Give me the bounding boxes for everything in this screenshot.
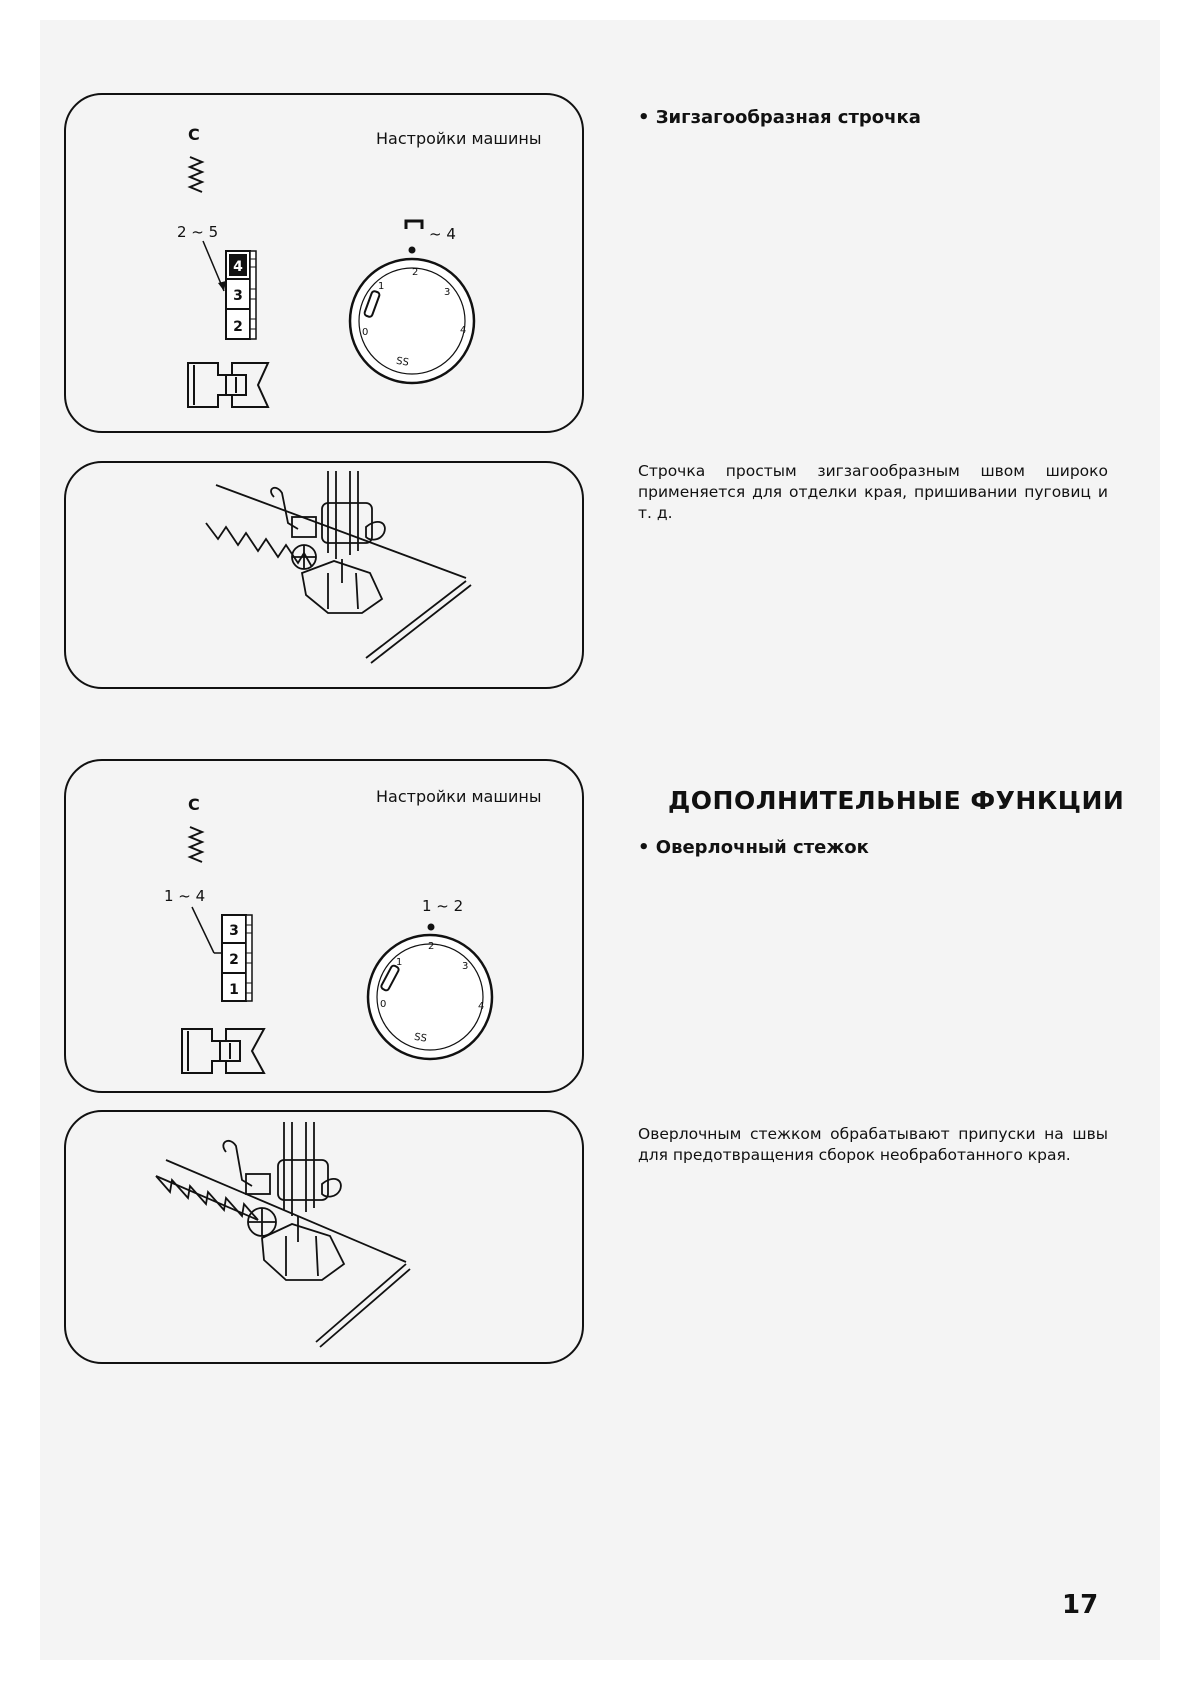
dial-number: SS	[413, 1031, 428, 1045]
dial-marker-dot	[409, 247, 416, 254]
dial-number: 4	[478, 1001, 485, 1012]
dial-marker-dot	[428, 924, 435, 931]
zigzag-sewing-illustration	[66, 463, 584, 689]
overlock-settings-illustration	[66, 761, 584, 1093]
width-scale-value: 4	[233, 259, 243, 275]
presser-foot-icon	[188, 363, 268, 407]
overlock-pattern-icon	[190, 827, 202, 862]
dial-number: 0	[362, 327, 369, 338]
width-scale-value: 2	[233, 319, 243, 335]
zigzag-settings-illustration	[66, 95, 584, 433]
overlock-description: Оверлочным стежком обрабатывают припуски на швы для предотвращения сборок необработанного края.	[638, 1125, 1108, 1164]
width-scale-icon	[222, 915, 252, 1001]
stitch-length-dial	[368, 935, 492, 1059]
stitch-length-dial	[350, 259, 474, 383]
width-range-label: 2 ~ 5	[177, 223, 219, 241]
page-number: 17	[1062, 1590, 1099, 1620]
pattern-letter: C	[188, 795, 200, 814]
settings-label: Настройки машины	[376, 787, 542, 806]
dial-number: 1	[396, 957, 403, 968]
width-scale-value: 1	[229, 982, 239, 998]
length-range-label: 1 ~ 2	[422, 897, 464, 915]
dial-number: 2	[412, 267, 419, 278]
zigzag-heading: • Зигзагообразная строчка	[638, 107, 921, 128]
width-scale-value: 2	[229, 952, 239, 968]
width-pointer-line	[192, 907, 214, 953]
dial-number: 3	[444, 287, 451, 298]
length-indicator-icon	[406, 221, 422, 229]
zigzag-stitch-line	[206, 523, 312, 567]
settings-label: Настройки машины	[376, 129, 542, 148]
dial-number: 1	[378, 281, 385, 292]
presser-foot-icon	[182, 1029, 264, 1073]
overlock-settings-panel	[64, 759, 584, 1093]
width-scale-value: 3	[233, 288, 243, 304]
zigzag-settings-panel	[64, 93, 584, 433]
width-scale-value: 3	[229, 923, 239, 939]
dial-number: 3	[462, 961, 469, 972]
additional-functions-title: ДОПОЛНИТЕЛЬНЫЕ ФУНКЦИИ	[668, 786, 1125, 815]
zigzag-pattern-icon	[190, 157, 202, 192]
overlock-sewing-panel	[64, 1110, 584, 1364]
length-range-label: ~ 4	[429, 225, 456, 243]
width-scale-icon	[226, 251, 256, 339]
overlock-sewing-illustration	[66, 1112, 584, 1364]
overlock-heading: • Оверлочный стежок	[638, 837, 869, 858]
pattern-letter: C	[188, 125, 200, 144]
dial-number: 4	[460, 325, 467, 336]
zigzag-description: Строчка простым зигзагообразным швом широко применяется для отделки края, пришивании пуговиц и т. д.	[638, 462, 1108, 522]
width-range-label: 1 ~ 4	[164, 887, 206, 905]
dial-number: 2	[428, 941, 435, 952]
dial-number: 0	[380, 999, 387, 1010]
zigzag-sewing-panel	[64, 461, 584, 689]
dial-number: SS	[395, 355, 410, 369]
